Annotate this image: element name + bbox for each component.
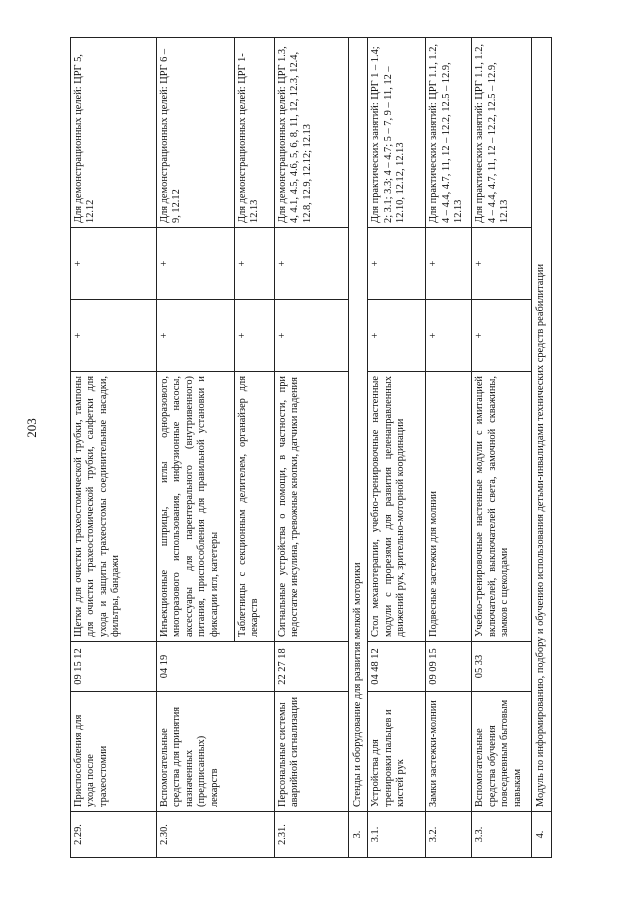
table-row [275,38,349,858]
availability-mark: + [157,228,235,300]
row-number: 3.2. [426,812,472,858]
item-description: Таблетницы с секционным делителем, органайзер для лекарств [235,372,275,642]
row-number: 2.30. [157,812,275,858]
availability-mark: + [71,300,157,372]
equipment-table [70,37,552,858]
item-description: Инъекционные шприцы, иглы одноразового, многоразового использования, инфузионные насосы, аксессуары для парентерального (внутривенного) питания, приспособления для правильной установки и фиксации игл, катетеры [157,372,235,642]
availability-mark: + [426,300,472,372]
availability-mark: + [235,300,275,372]
item-code: 09 09 15 [426,642,472,692]
availability-mark: + [472,228,532,300]
item-name: Персональные системы аварийной сигнализации [275,692,349,812]
rotated-page-content [70,38,566,858]
availability-mark: + [472,300,532,372]
item-description: Сигнальные устройства о помощи, в частности, при недостатке инсулина, тревожные кнопки, датчики падения [275,372,349,642]
usage-notes: Для практических занятий: ЦРГ 1.1, 1.2, 4 – 4.4, 4.7, 11, 12 – 12.2, 12.5 – 12.9, 12.13 [472,38,532,228]
table-row [472,38,532,858]
usage-notes: Для практических занятий: ЦРГ 1.1, 1.2, 4 – 4.4, 4.7, 11, 12 – 12.2, 12.5 – 12.9, 12.13 [426,38,472,228]
item-description: Стол механотерапии, учебно-тренировочные настенные модули с прорезями для развития целенаправленных движений рук, зрительно-моторной координации [368,372,426,642]
item-code: 04 48 12 [368,642,426,692]
section-row [532,38,551,858]
item-name: Приспособления для ухода после трахеостомии [71,692,157,812]
usage-notes: Для демонстрационных целей: ЦРГ 6 – 9, 12.12 [157,38,235,228]
usage-notes: Для демонстрационных целей: ЦРГ 5, 12.12 [71,38,157,228]
usage-notes: Для демонстрационных целей: ЦРГ 1.3, 4, 4.1, 4.5, 4.6, 5, 6, 8, 11, 12, 12.3, 12.4, 12.8, 12.9, 12.12; 12.13 [275,38,349,228]
rotated-table-frame [70,38,566,858]
table-row [157,38,235,858]
availability-mark: + [368,228,426,300]
section-row [349,38,368,858]
row-number: 3.1. [368,812,426,858]
availability-mark: + [157,300,235,372]
usage-notes: Для практических занятий: ЦРГ 1 – 1.4; 2; 3.1; 3.3; 4 – 4.7; 5 – 7, 9 – 11, 12 – 12.10, 12.12, 12.13 [368,38,426,228]
row-number: 2.31. [275,812,349,858]
item-code: 05 33 [472,642,532,692]
item-name: Вспомогательные средства обучения повседневным бытовым навыкам [472,692,532,812]
availability-mark: + [71,228,157,300]
row-number: 2.29. [71,812,157,858]
item-name: Устройства для тренировки пальцев и кистей рук [368,692,426,812]
item-description: Щетки для очистки трахеостомической трубки, тампоны для очистки трахеостомической трубки, салфетки для ухода и защиты трахеостомы соединительные насадки, фильтры, бандажи [71,372,157,642]
availability-mark: + [235,228,275,300]
table-row [71,38,157,858]
item-code: 22 27 18 [275,642,349,692]
section-number: 4. [532,812,551,858]
item-name: Замки застежки-молнии [426,692,472,812]
usage-notes: Для демонстрационных целей: ЦРГ 1-12.13 [235,38,275,228]
availability-mark: + [368,300,426,372]
row-number: 3.3. [472,812,532,858]
section-number: 3. [349,812,368,858]
item-name: Вспомогательные средства для принятия назначенных (предписанных) лекарств [157,692,275,812]
page-number: 203 [24,418,39,438]
item-description: Учебно-тренировочные настенные модули с имитацией включателей, выключателей света, замочной скважины, замков с щеколдами [472,372,532,642]
availability-mark: + [426,228,472,300]
availability-mark: + [275,300,349,372]
item-code: 09 15 12 [71,642,157,692]
item-description: Подвесные застежки для молнии [426,372,472,642]
section-title: Модуль по информированию, подбору и обучению использования детьми-инвалидами технических средств реабилитации [532,38,551,812]
section-title: Стенды и оборудование для развития мелкой моторики [349,38,368,812]
table-row [426,38,472,858]
table-row [368,38,426,858]
item-code: 04 19 [157,642,275,692]
availability-mark: + [275,228,349,300]
